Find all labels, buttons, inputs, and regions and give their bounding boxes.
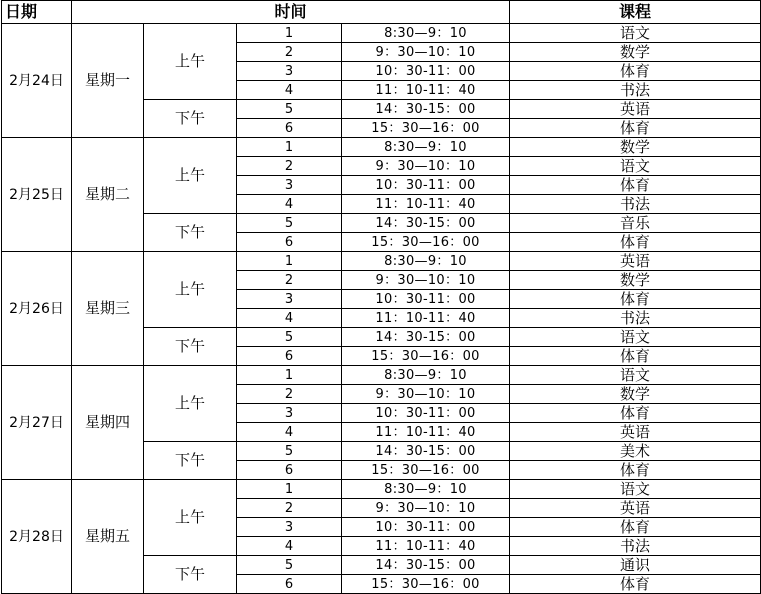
period-number: 3 <box>237 404 342 423</box>
period-time: 9：30—10：10 <box>342 157 510 176</box>
period-time: 15：30—16：00 <box>342 233 510 252</box>
period-course: 通识 <box>510 556 761 575</box>
period-course: 体育 <box>510 404 761 423</box>
period-time: 10：30-11：00 <box>342 518 510 537</box>
period-course: 语文 <box>510 328 761 347</box>
period-course: 英语 <box>510 423 761 442</box>
day-date: 2月27日 <box>2 366 72 480</box>
day-date: 2月24日 <box>2 24 72 138</box>
schedule-row <box>2 24 761 43</box>
period-time: 8:30—9：10 <box>342 24 510 43</box>
morning-label: 上午 <box>144 480 237 556</box>
period-time: 14：30-15：00 <box>342 100 510 119</box>
day-weekday: 星期二 <box>72 138 144 252</box>
period-time: 15：30—16：00 <box>342 575 510 594</box>
period-number: 1 <box>237 252 342 271</box>
period-number: 5 <box>237 214 342 233</box>
period-number: 1 <box>237 138 342 157</box>
period-time: 14：30-15：00 <box>342 328 510 347</box>
afternoon-label: 下午 <box>144 556 237 594</box>
period-number: 4 <box>237 309 342 328</box>
period-course: 体育 <box>510 518 761 537</box>
period-time: 11：10-11：40 <box>342 81 510 100</box>
period-number: 6 <box>237 119 342 138</box>
morning-label: 上午 <box>144 252 237 328</box>
header-date: 日期 <box>2 1 72 24</box>
period-course: 书法 <box>510 81 761 100</box>
period-number: 3 <box>237 290 342 309</box>
period-course: 数学 <box>510 385 761 404</box>
period-number: 3 <box>237 176 342 195</box>
period-course: 音乐 <box>510 214 761 233</box>
period-number: 2 <box>237 499 342 518</box>
period-number: 4 <box>237 423 342 442</box>
period-number: 1 <box>237 24 342 43</box>
period-number: 3 <box>237 518 342 537</box>
period-number: 5 <box>237 442 342 461</box>
period-time: 9：30—10：10 <box>342 499 510 518</box>
period-number: 6 <box>237 461 342 480</box>
day-date: 2月25日 <box>2 138 72 252</box>
period-time: 10：30-11：00 <box>342 290 510 309</box>
period-time: 14：30-15：00 <box>342 442 510 461</box>
schedule-row <box>2 252 761 271</box>
period-number: 5 <box>237 556 342 575</box>
period-course: 美术 <box>510 442 761 461</box>
period-course: 书法 <box>510 537 761 556</box>
morning-label: 上午 <box>144 138 237 214</box>
period-number: 4 <box>237 81 342 100</box>
period-number: 4 <box>237 537 342 556</box>
period-number: 1 <box>237 366 342 385</box>
afternoon-label: 下午 <box>144 328 237 366</box>
header-row <box>2 1 761 24</box>
period-course: 英语 <box>510 100 761 119</box>
period-course: 数学 <box>510 271 761 290</box>
period-time: 8:30—9：10 <box>342 366 510 385</box>
period-course: 体育 <box>510 233 761 252</box>
period-time: 11：10-11：40 <box>342 423 510 442</box>
day-weekday: 星期五 <box>72 480 144 594</box>
period-time: 10：30-11：00 <box>342 176 510 195</box>
period-time: 8:30—9：10 <box>342 480 510 499</box>
period-time: 15：30—16：00 <box>342 119 510 138</box>
period-time: 9：30—10：10 <box>342 43 510 62</box>
afternoon-label: 下午 <box>144 100 237 138</box>
period-time: 14：30-15：00 <box>342 214 510 233</box>
period-course: 体育 <box>510 62 761 81</box>
period-number: 4 <box>237 195 342 214</box>
period-time: 11：10-11：40 <box>342 309 510 328</box>
period-time: 11：10-11：40 <box>342 195 510 214</box>
schedule-table <box>1 0 761 594</box>
period-course: 体育 <box>510 461 761 480</box>
period-number: 3 <box>237 62 342 81</box>
period-course: 英语 <box>510 252 761 271</box>
period-course: 语文 <box>510 480 761 499</box>
day-date: 2月28日 <box>2 480 72 594</box>
schedule-row <box>2 366 761 385</box>
period-number: 6 <box>237 347 342 366</box>
header-time: 时间 <box>72 1 510 24</box>
period-time: 10：30-11：00 <box>342 404 510 423</box>
afternoon-label: 下午 <box>144 442 237 480</box>
period-course: 数学 <box>510 138 761 157</box>
header-course: 课程 <box>510 1 761 24</box>
period-time: 14：30-15：00 <box>342 556 510 575</box>
schedule-row <box>2 138 761 157</box>
period-time: 9：30—10：10 <box>342 271 510 290</box>
period-course: 英语 <box>510 499 761 518</box>
period-course: 体育 <box>510 575 761 594</box>
day-date: 2月26日 <box>2 252 72 366</box>
period-course: 语文 <box>510 366 761 385</box>
day-weekday: 星期四 <box>72 366 144 480</box>
afternoon-label: 下午 <box>144 214 237 252</box>
period-course: 体育 <box>510 176 761 195</box>
period-number: 1 <box>237 480 342 499</box>
period-time: 8:30—9：10 <box>342 138 510 157</box>
period-number: 2 <box>237 157 342 176</box>
period-time: 9：30—10：10 <box>342 385 510 404</box>
period-time: 8:30—9：10 <box>342 252 510 271</box>
period-course: 体育 <box>510 347 761 366</box>
period-course: 书法 <box>510 309 761 328</box>
day-weekday: 星期三 <box>72 252 144 366</box>
morning-label: 上午 <box>144 366 237 442</box>
day-weekday: 星期一 <box>72 24 144 138</box>
period-course: 数学 <box>510 43 761 62</box>
period-course: 语文 <box>510 157 761 176</box>
period-time: 15：30—16：00 <box>342 347 510 366</box>
period-number: 2 <box>237 385 342 404</box>
period-number: 6 <box>237 575 342 594</box>
period-course: 语文 <box>510 24 761 43</box>
period-course: 书法 <box>510 195 761 214</box>
period-number: 2 <box>237 271 342 290</box>
period-course: 体育 <box>510 290 761 309</box>
period-number: 6 <box>237 233 342 252</box>
period-time: 11：10-11：40 <box>342 537 510 556</box>
period-number: 5 <box>237 100 342 119</box>
schedule-row <box>2 480 761 499</box>
schedule-body <box>2 24 761 594</box>
period-number: 2 <box>237 43 342 62</box>
period-time: 10：30-11：00 <box>342 62 510 81</box>
period-course: 体育 <box>510 119 761 138</box>
period-time: 15：30—16：00 <box>342 461 510 480</box>
morning-label: 上午 <box>144 24 237 100</box>
period-number: 5 <box>237 328 342 347</box>
